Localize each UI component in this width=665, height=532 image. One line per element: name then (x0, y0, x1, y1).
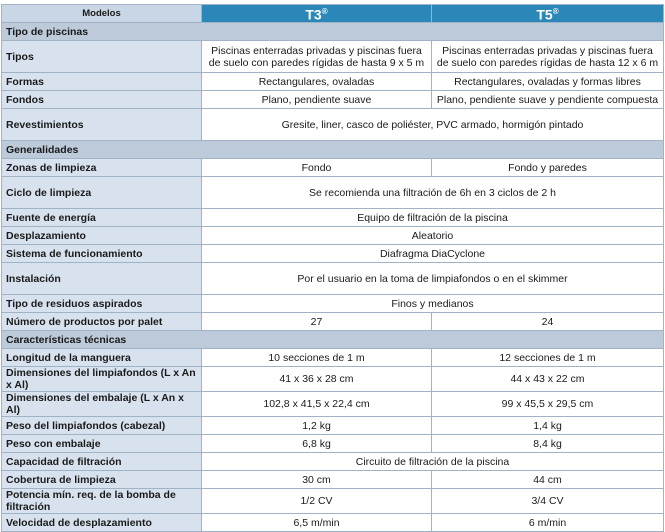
table-row (2, 349, 664, 367)
section-title: Tipo de piscinas (2, 23, 664, 41)
row-label: Fuente de energía (2, 209, 202, 227)
table-row (2, 91, 664, 109)
table-row (2, 295, 664, 313)
row-label: Instalación (2, 263, 202, 295)
t5-value-cell: Piscinas enterradas privadas y piscinas fuera de suelo con paredes rígidas de hasta 12 x 6 m (432, 41, 664, 73)
t3-value-cell: Fondo (202, 159, 432, 177)
section-row (2, 141, 664, 159)
product-t5-heading (432, 5, 664, 23)
shared-value-cell: Por el usuario en la toma de limpiafondos o en el skimmer (202, 263, 664, 295)
t3-value-cell: 6,5 m/min (202, 514, 432, 532)
row-label: Formas (2, 73, 202, 91)
registered-mark: ® (321, 7, 328, 17)
spec-body (2, 23, 664, 532)
t3-value-cell: 27 (202, 313, 432, 331)
table-row (2, 41, 664, 73)
section-title: Generalidades (2, 141, 664, 159)
table-row (2, 227, 664, 245)
row-label: Fondos (2, 91, 202, 109)
table-row (2, 245, 664, 263)
row-label: Dimensiones del limpiafondos (L x An x Al) (2, 367, 202, 392)
table-row (2, 109, 664, 141)
row-label: Cobertura de limpieza (2, 471, 202, 489)
product-t3-heading (202, 5, 432, 23)
t3-value-cell: 1/2 CV (202, 489, 432, 514)
table-row (2, 453, 664, 471)
shared-value-cell: Se recomienda una filtración de 6h en 3 ciclos de 2 h (202, 177, 664, 209)
row-label: Ciclo de limpieza (2, 177, 202, 209)
t3-value-cell: Rectangulares, ovaladas (202, 73, 432, 91)
row-label: Potencia mín. req. de la bomba de filtración (2, 489, 202, 514)
row-label: Peso del limpiafondos (cabezal) (2, 417, 202, 435)
row-label: Desplazamiento (2, 227, 202, 245)
t3-value-cell: 1,2 kg (202, 417, 432, 435)
t3-value-cell: 41 x 36 x 28 cm (202, 367, 432, 392)
product-t3-name: T3 (305, 6, 322, 23)
shared-value-cell: Circuito de filtración de la piscina (202, 453, 664, 471)
table-row (2, 435, 664, 453)
t5-value-cell: Rectangulares, ovaladas y formas libres (432, 73, 664, 91)
models-label: Modelos (2, 5, 202, 23)
t5-value-cell: 99 x 45,5 x 29,5 cm (432, 392, 664, 417)
row-label: Capacidad de filtración (2, 453, 202, 471)
shared-value-cell: Diafragma DiaCyclone (202, 245, 664, 263)
row-label: Velocidad de desplazamiento (2, 514, 202, 532)
t5-value-cell: 6 m/min (432, 514, 664, 532)
t3-value-cell: 30 cm (202, 471, 432, 489)
table-row (2, 73, 664, 91)
t5-value-cell: 44 x 43 x 22 cm (432, 367, 664, 392)
row-label: Zonas de limpieza (2, 159, 202, 177)
registered-mark: ® (552, 7, 559, 17)
table-row (2, 471, 664, 489)
table-row (2, 392, 664, 417)
t3-value-cell: 6,8 kg (202, 435, 432, 453)
t3-value-cell: Piscinas enterradas privadas y piscinas fuera de suelo con paredes rígidas de hasta 9 x 5 m (202, 41, 432, 73)
shared-value-cell: Finos y medianos (202, 295, 664, 313)
t5-value-cell: 12 secciones de 1 m (432, 349, 664, 367)
t5-value-cell: Plano, pendiente suave y pendiente compuesta (432, 91, 664, 109)
row-label: Número de productos por palet (2, 313, 202, 331)
t5-value-cell: 8,4 kg (432, 435, 664, 453)
header-row (2, 5, 664, 23)
row-label: Revestimientos (2, 109, 202, 141)
row-label: Peso con embalaje (2, 435, 202, 453)
t5-value-cell: Fondo y paredes (432, 159, 664, 177)
t5-value-cell: 3/4 CV (432, 489, 664, 514)
shared-value-cell: Gresite, liner, casco de poliéster, PVC armado, hormigón pintado (202, 109, 664, 141)
row-label: Dimensiones del embalaje (L x An x Al) (2, 392, 202, 417)
table-row (2, 514, 664, 532)
table-row (2, 417, 664, 435)
table-row (2, 209, 664, 227)
product-t5-name: T5 (536, 6, 553, 23)
table-row (2, 313, 664, 331)
spec-table (1, 4, 664, 532)
section-row (2, 331, 664, 349)
shared-value-cell: Aleatorio (202, 227, 664, 245)
t3-value-cell: 102,8 x 41,5 x 22,4 cm (202, 392, 432, 417)
table-row (2, 177, 664, 209)
t3-value-cell: Plano, pendiente suave (202, 91, 432, 109)
table-row (2, 489, 664, 514)
t5-value-cell: 1,4 kg (432, 417, 664, 435)
section-row (2, 23, 664, 41)
table-row (2, 263, 664, 295)
t3-value-cell: 10 secciones de 1 m (202, 349, 432, 367)
row-label: Sistema de funcionamiento (2, 245, 202, 263)
shared-value-cell: Equipo de filtración de la piscina (202, 209, 664, 227)
t5-value-cell: 24 (432, 313, 664, 331)
table-row (2, 367, 664, 392)
row-label: Tipos (2, 41, 202, 73)
row-label: Longitud de la manguera (2, 349, 202, 367)
row-label: Tipo de residuos aspirados (2, 295, 202, 313)
table-row (2, 159, 664, 177)
t5-value-cell: 44 cm (432, 471, 664, 489)
section-title: Características técnicas (2, 331, 664, 349)
